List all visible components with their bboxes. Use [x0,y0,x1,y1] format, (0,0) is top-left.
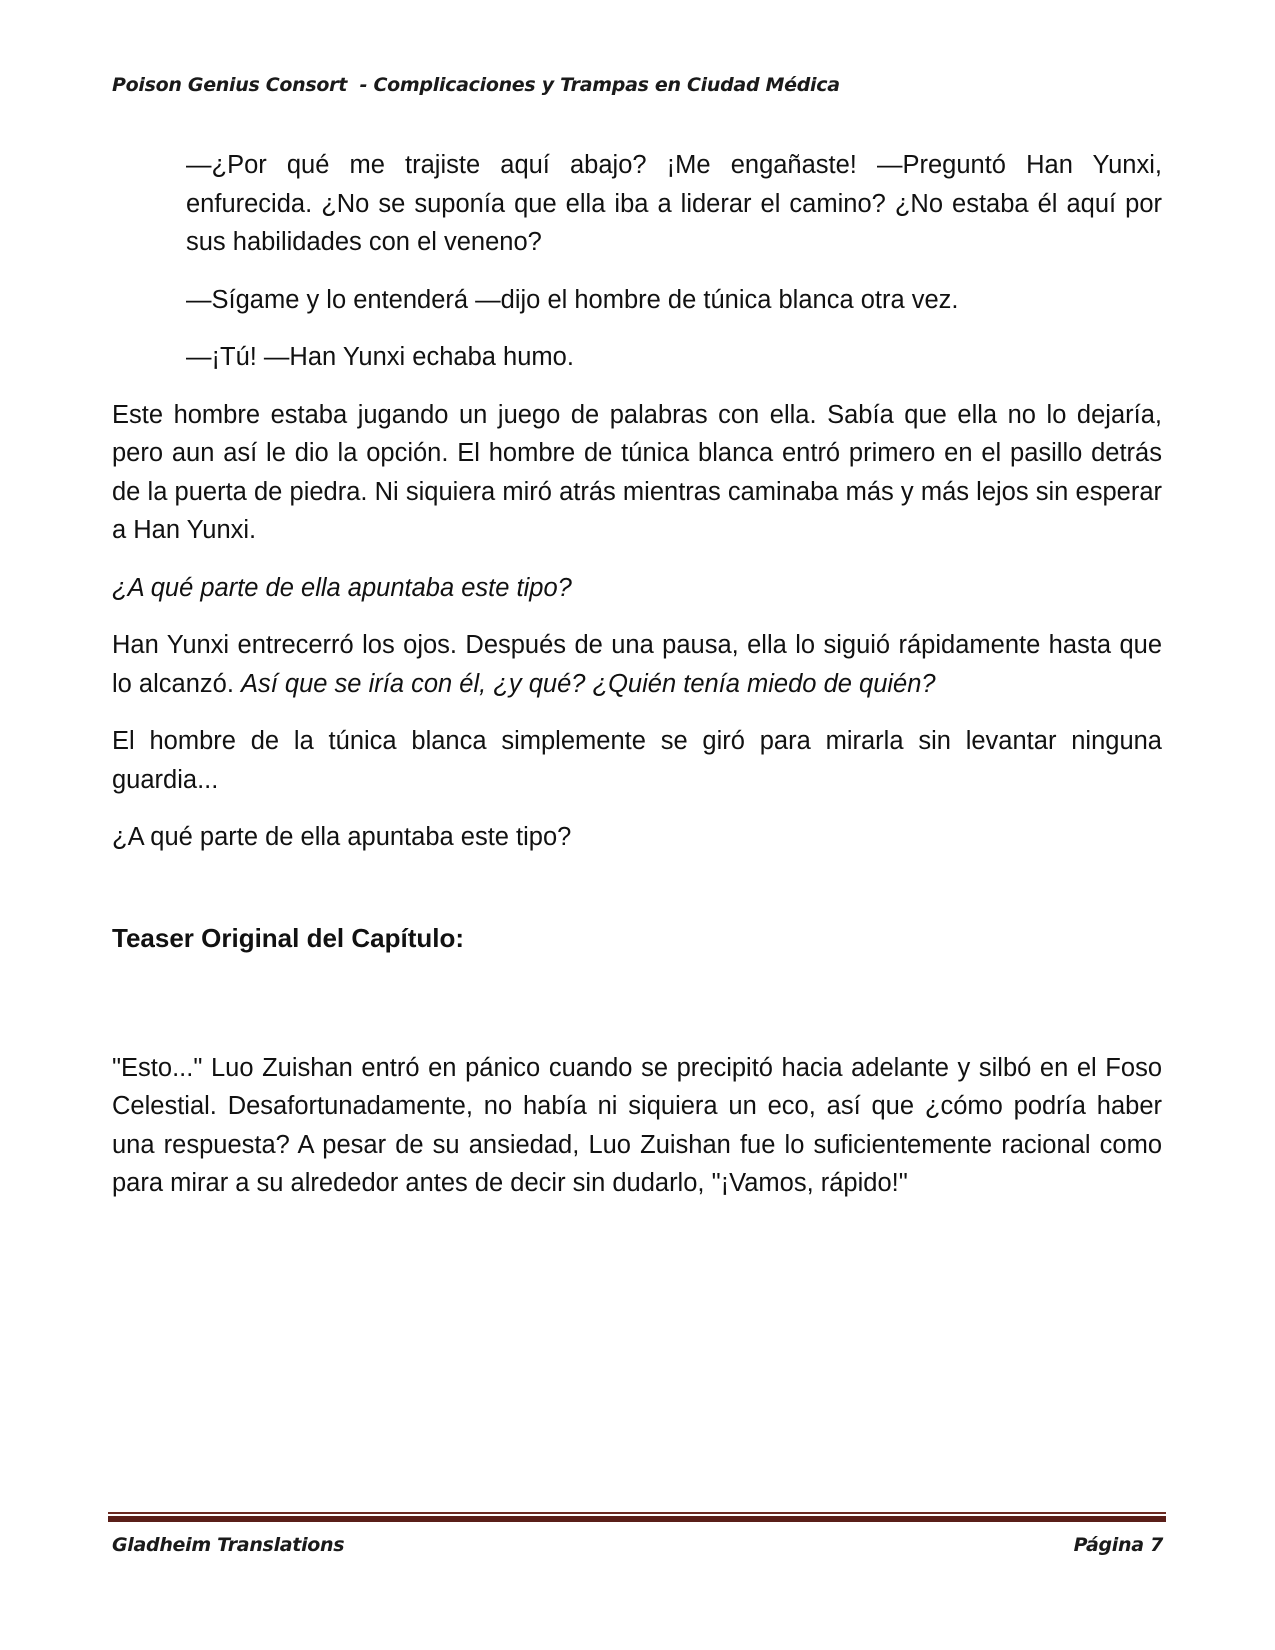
paragraph-narration-2-thought: Así que se iría con él, ¿y qué? ¿Quién tenía miedo de quién? [241,669,936,698]
paragraph-dialog-2: —Sígame y lo entenderá —dijo el hombre de túnica blanca otra vez. [186,285,959,314]
paragraph-thought-1: ¿A qué parte de ella apuntaba este tipo? [112,573,572,602]
footer-page-number: Página 7 [1073,1534,1163,1556]
page-header-title: Poison Genius Consort - Complicaciones y Trampas en Ciudad Médica [112,74,840,96]
footer-publisher: Gladheim Translations [112,1534,345,1556]
paragraph-teaser: "Esto..." Luo Zuishan entró en pánico cuando se precipitó hacia adelante y silbó en el Foso Celestial. Desafortunadamente, no había ni siquiera un eco, así que ¿cómo podría haber una respuesta? A pesar de su ansiedad, Luo Zuishan fue lo suficientemente racional como para mirar a su alrededor antes de decir sin dudarlo, "¡Vamos, rápido!" [112,1053,1162,1197]
paragraph-narration-4: ¿A qué parte de ella apuntaba este tipo? [112,823,572,851]
section-heading-teaser: Teaser Original del Capítulo: [112,922,465,953]
document-body [112,146,1162,1222]
paragraph-narration-2 [112,626,1162,703]
paragraph-narration-3: El hombre de la túnica blanca simplemente se giró para mirarla sin levantar ninguna guardia... [112,727,1162,794]
footer-divider [108,1512,1166,1522]
paragraph-dialog-1: —¿Por qué me trajiste aquí abajo? ¡Me engañaste! —Preguntó Han Yunxi, enfurecida. ¿No se suponía que ella iba a liderar el camino? ¿No estaba él aquí por sus habilidades con el veneno? [186,151,1162,256]
paragraph-dialog-3: —¡Tú! —Han Yunxi echaba humo. [186,343,574,371]
paragraph-narration-2-text: Han Yunxi entrecerró los ojos. Después de una pausa, ella lo siguió rápidamente hasta que lo alcanzó. [112,631,1162,698]
paragraph-narration-1: Este hombre estaba jugando un juego de palabras con ella. Sabía que ella no lo dejaría, pero aun así le dio la opción. El hombre de túnica blanca entró primero en el pasillo detrás de la puerta de piedra. Ni siquiera miró atrás mientras caminaba más y más lejos sin esperar a Han Yunxi. [112,400,1162,544]
